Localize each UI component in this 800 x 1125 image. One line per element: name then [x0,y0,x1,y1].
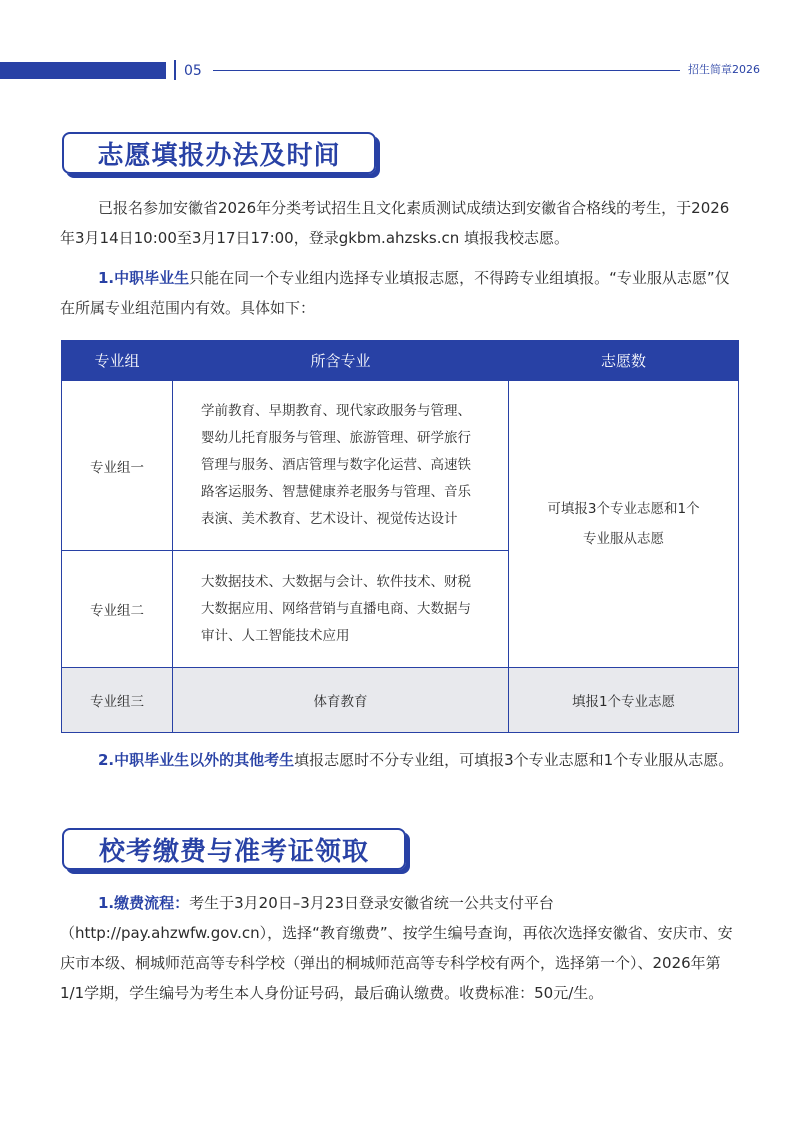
table-header-volunteers: 志愿数 [509,341,739,381]
major-group-table [61,340,739,733]
group-one-majors: 学前教育、早期教育、现代家政服务与管理、婴幼儿托育服务与管理、旅游管理、研学旅行管理与服务、酒店管理与数字化运营、高速铁路客运服务、智慧健康养老服务与管理、音乐表演、美术教育、艺术设计、视觉传达设计 [173,381,509,551]
header-rule [213,70,680,71]
table-row [62,381,739,551]
item2-text: 填报志愿时不分专业组，可填报3个专业志愿和1个专业服从志愿。 [294,751,734,769]
table-header-majors: 所含专业 [173,341,509,381]
group-one-two-volunteers: 可填报3个专业志愿和1个专业服从志愿 [509,381,739,668]
table-row [62,668,739,733]
header-accent-bar [0,62,166,79]
fee-text: 考生于3月20日–3月23日登录安徽省统一公共支付平台（http://pay.ahzwfw.gov.cn），选择“教育缴费”、按学生编号查询，再依次选择安徽省、安庆市、安庆市本级、桐城师范高等专科学校（弹出的桐城师范高等专科学校有两个，选择第一个）、2026年第1/1学期，学生编号为考生本人身份证号码，最后确认缴费。收费标准：50元/生。 [60,894,733,1002]
item2-paragraph [60,745,740,775]
item1-label: 1.中职毕业生 [98,269,190,287]
table-header-row [62,341,739,381]
header-divider-tick [174,60,176,80]
item2-label: 2.中职毕业生以外的其他考生 [98,751,295,769]
group-three-volunteers: 填报1个专业志愿 [509,668,739,733]
intro-paragraph: 已报名参加安徽省2026年分类考试招生且文化素质测试成绩达到安徽省合格线的考生，于2026年3月14日10:00至3月17日17:00，登录gkbm.ahzsks.cn 填报我校志愿。 [60,199,730,247]
section-title-fee: 校考缴费与准考证领取 [62,828,406,870]
group-three-name: 专业组三 [62,668,173,733]
document-title: 招生简章2026 [688,63,760,76]
group-one-name: 专业组一 [62,381,173,551]
table-header-group: 专业组 [62,341,173,381]
section-title-volunteer: 志愿填报办法及时间 [62,132,376,174]
item1-text: 只能在同一个专业组内选择专业填报志愿，不得跨专业组填报。“专业服从志愿”仅在所属专业组范围内有效。具体如下： [60,269,730,317]
fee-paragraph [60,888,740,1008]
item1-paragraph [60,263,740,323]
fee-label: 1.缴费流程： [98,894,190,912]
group-three-majors: 体育教育 [173,668,509,733]
page-number: 05 [184,63,202,79]
group-two-name: 专业组二 [62,551,173,668]
group-two-majors: 大数据技术、大数据与会计、软件技术、财税大数据应用、网络营销与直播电商、大数据与审计、人工智能技术应用 [173,551,509,668]
